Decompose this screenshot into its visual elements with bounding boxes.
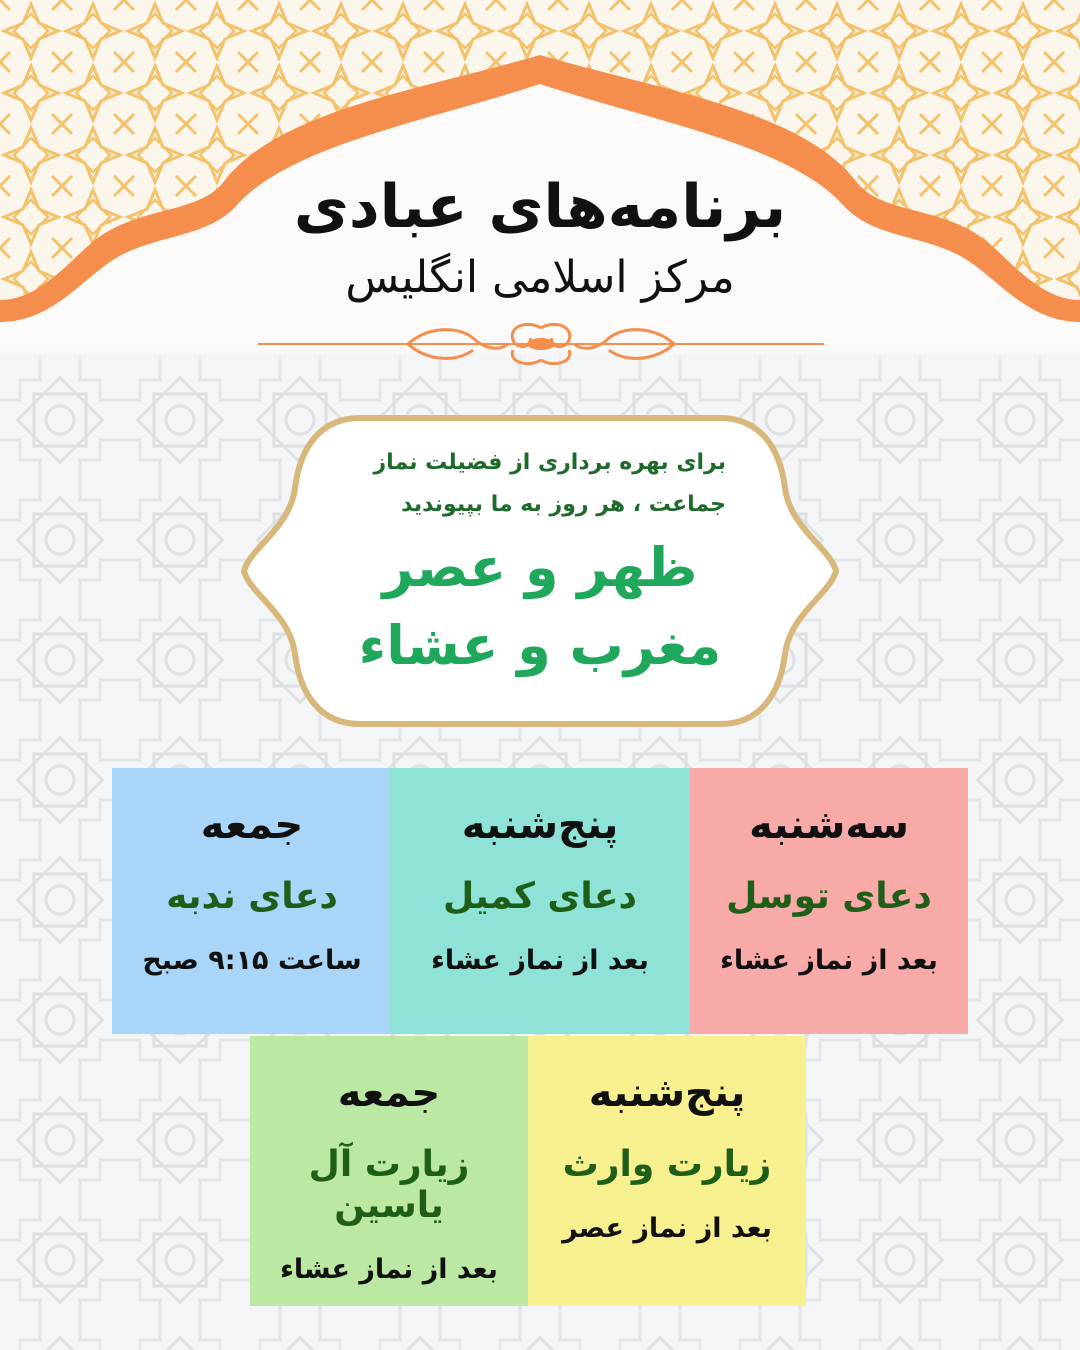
schedule-day: سه‌شنبه [749, 802, 909, 848]
schedule-time: ساعت ۹:۱۵ صبح [142, 945, 362, 976]
schedule-card-thursday-kumayl [390, 768, 690, 1034]
schedule-dua: زیارت وارث [562, 1144, 772, 1185]
intro-block [330, 442, 750, 682]
schedule-dua: زیارت آل یاسین [308, 1144, 470, 1226]
prayer-dhuhr-asr: ظهر و عصر [382, 536, 698, 599]
schedule-day: پنج‌شنبه [588, 1070, 746, 1116]
schedule-card-thursday-warith [528, 1036, 806, 1306]
schedule-time: بعد از نماز عشاء [431, 945, 649, 976]
schedule-day: پنج‌شنبه [461, 802, 619, 848]
schedule-time: بعد از نماز عشاء [280, 1254, 498, 1285]
intro-line-2: جماعت ، هر روز به ما بپیوندید [401, 492, 726, 517]
page-title: برنامه‌های عبادی [293, 172, 787, 242]
schedule-time: بعد از نماز عشاء [720, 945, 938, 976]
schedule-day: جمعه [337, 1070, 441, 1116]
schedule-card-friday-nudbah [112, 768, 392, 1034]
prayer-maghrib-isha: مغرب و عشاء [358, 614, 722, 677]
ornament-divider [258, 318, 824, 374]
schedule-dua: دعای ندبه [166, 876, 338, 917]
schedule-dua: دعای کمیل [442, 876, 637, 917]
page-subtitle: مرکز اسلامی انگلیس [345, 252, 735, 303]
schedule-time: بعد از نماز عصر [562, 1213, 772, 1244]
schedule-card-friday-aleyasin [250, 1036, 528, 1306]
intro-line-1: برای بهره برداری از فضیلت نماز [373, 450, 726, 475]
schedule-day: جمعه [200, 802, 304, 848]
schedule-dua: دعای توسل [726, 876, 932, 917]
schedule-card-tuesday-tawassul [690, 768, 968, 1034]
